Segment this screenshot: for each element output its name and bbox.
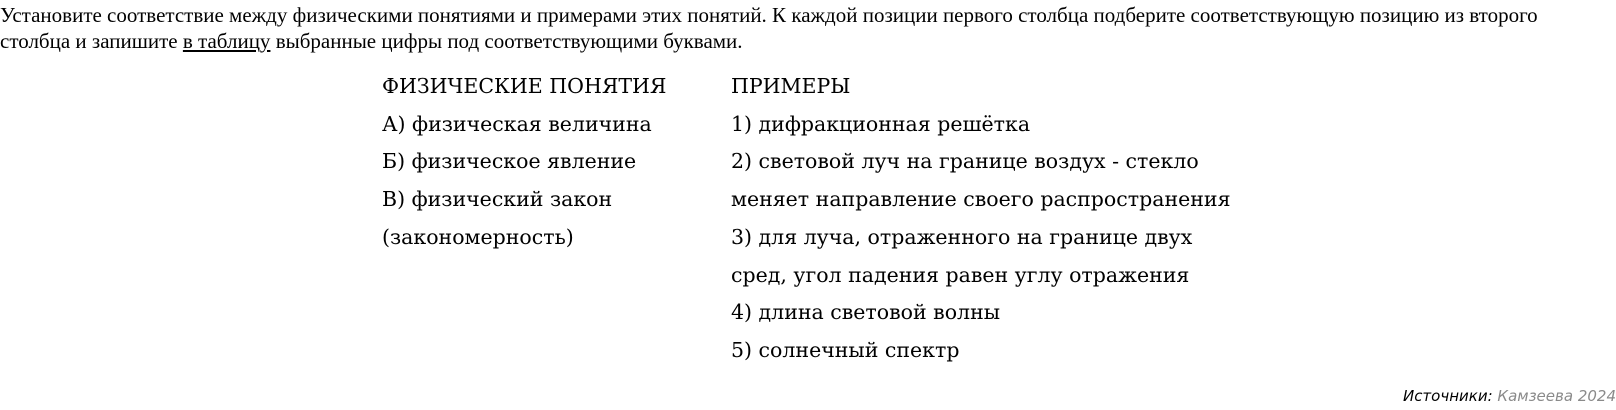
instruction-text-start: Установите соответствие между физическими понятиями и примерами этих понятий. К каждой позиции первого столбца подберите соответствующую позицию из второго столбца и запишите — [0, 3, 1538, 53]
concept-item-c-continued: (закономерность) — [382, 224, 574, 249]
example-item-2-continued: меняет направление своего распространения — [731, 187, 1231, 212]
example-item-3-continued: сред, угол падения равен углу отражения — [731, 262, 1190, 287]
examples-header: ПРИМЕРЫ — [731, 74, 851, 98]
example-item-4: 4) длина световой волны — [731, 300, 1001, 325]
concept-item-c: В) физический закон — [382, 187, 613, 212]
task-instruction — [0, 2, 1600, 54]
instruction-text-end: выбранные цифры под соответствующими буквами. — [270, 29, 743, 53]
example-item-3: 3) для луча, отраженного на границе двух — [731, 224, 1193, 249]
concepts-column — [382, 68, 667, 257]
concepts-header: ФИЗИЧЕСКИЕ ПОНЯТИЯ — [382, 74, 667, 98]
example-item-2: 2) световой луч на границе воздух - стекло — [731, 149, 1199, 174]
example-item-5: 5) солнечный спектр — [731, 337, 960, 362]
answer-table-link[interactable]: в таблицу — [182, 29, 271, 53]
concept-item-a: А) физическая величина — [382, 111, 652, 136]
example-item-1: 1) дифракционная решётка — [731, 111, 1031, 136]
concept-item-b: Б) физическое явление — [382, 149, 637, 174]
source-label: Источники: — [1402, 387, 1493, 405]
examples-column — [731, 68, 1231, 370]
source-value: Камзеева 2024 — [1497, 387, 1616, 405]
source-credit — [1403, 386, 1616, 406]
